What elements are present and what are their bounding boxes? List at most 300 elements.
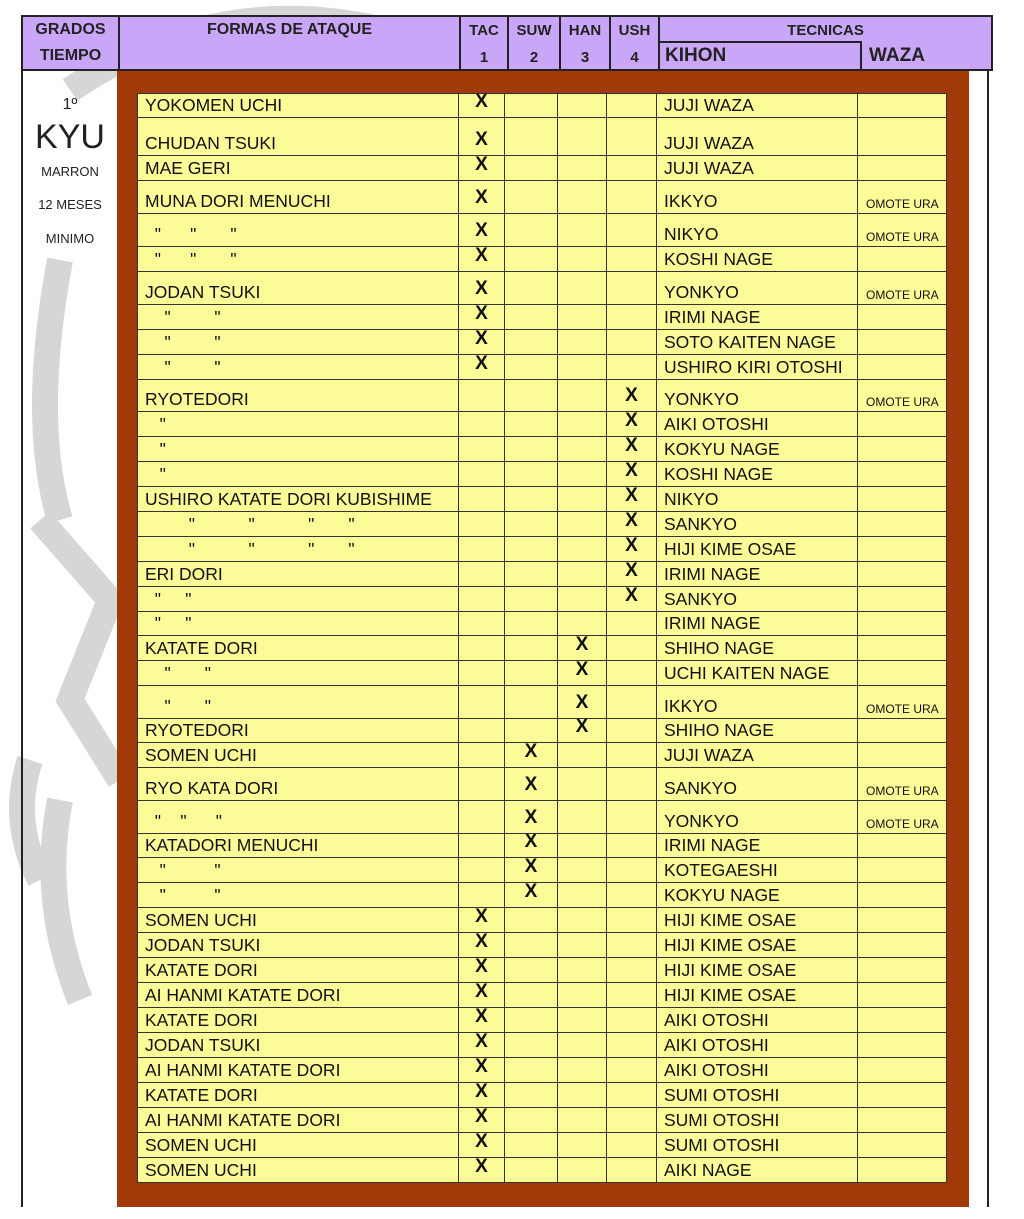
grade-name: KYU (35, 118, 105, 156)
x-mark: X (475, 933, 488, 952)
position-4-cell (607, 94, 657, 117)
position-1-cell (459, 537, 505, 561)
table-row (137, 272, 947, 305)
position-4-cell (607, 801, 657, 833)
attack-cell: JODAN TSUKI (137, 1033, 459, 1057)
position-3-cell (558, 1083, 607, 1107)
kihon-cell: SHIHO NAGE (657, 636, 858, 660)
position-1-cell (459, 437, 505, 461)
waza-cell (858, 858, 947, 882)
waza-cell (858, 437, 947, 461)
x-mark: X (524, 883, 538, 902)
position-4-cell (607, 1083, 657, 1107)
position-2-cell (505, 686, 558, 718)
table-row (137, 330, 947, 355)
waza-cell: OMOTE URA (858, 801, 947, 833)
attack-cell: RYOTEDORI (137, 719, 459, 742)
waza-cell (858, 983, 947, 1007)
position-2-cell (505, 355, 558, 379)
kihon-cell: IRIMI NAGE (657, 834, 858, 857)
position-3-cell (558, 305, 607, 329)
attack-cell: SOMEN UCHI (137, 1158, 459, 1182)
position-3-cell (558, 834, 607, 857)
position-2-cell (505, 156, 558, 180)
x-mark: X (524, 858, 538, 877)
waza-cell (858, 537, 947, 561)
table-row (137, 93, 947, 118)
position-3-cell (558, 118, 607, 155)
position-4-cell (607, 1008, 657, 1032)
position-1-cell (459, 462, 505, 486)
waza-cell (858, 908, 947, 932)
x-mark: X (475, 1008, 488, 1027)
waza-cell (858, 487, 947, 511)
table-row (137, 118, 947, 156)
x-mark: X (575, 636, 589, 655)
kihon-cell: KOKYU NAGE (657, 437, 858, 461)
table-row (137, 156, 947, 181)
position-2-cell (505, 661, 558, 685)
attack-cell: " " (137, 587, 459, 611)
waza-cell (858, 330, 947, 354)
position-2-cell (505, 1008, 558, 1032)
position-1-cell (459, 1008, 505, 1032)
table-row (137, 437, 947, 462)
position-2-cell (505, 768, 558, 800)
position-2-cell (505, 636, 558, 660)
kihon-cell: NIKYO (657, 487, 858, 511)
position-3-cell (558, 181, 607, 213)
waza-cell (858, 834, 947, 857)
kihon-cell: AIKI OTOSHI (657, 1008, 858, 1032)
table-row (137, 801, 947, 834)
position-1-cell (459, 661, 505, 685)
position-3-cell (558, 933, 607, 957)
x-mark: X (475, 305, 488, 324)
table-row (137, 412, 947, 437)
position-4-cell (607, 686, 657, 718)
attack-cell: USHIRO KATATE DORI KUBISHIME (137, 487, 459, 511)
waza-cell: OMOTE URA (858, 272, 947, 304)
position-2-cell (505, 562, 558, 586)
waza-cell: OMOTE URA (858, 181, 947, 213)
kihon-cell: IRIMI NAGE (657, 612, 858, 635)
header-col-1: 1 (479, 48, 489, 66)
x-mark: X (524, 743, 538, 762)
table-row (137, 1108, 947, 1133)
kihon-cell: YONKYO (657, 272, 858, 304)
position-4-cell (607, 908, 657, 932)
position-1-cell (459, 118, 505, 155)
kihon-cell: KOSHI NAGE (657, 247, 858, 271)
attack-cell: " (137, 412, 459, 436)
position-1-cell (459, 983, 505, 1007)
position-1-cell (459, 305, 505, 329)
x-mark: X (625, 412, 638, 431)
position-1-cell (459, 612, 505, 635)
header-col-3: 3 (580, 48, 590, 66)
position-4-cell (607, 247, 657, 271)
position-4-cell (607, 562, 657, 586)
position-4-cell (607, 834, 657, 857)
position-2-cell (505, 1058, 558, 1082)
attack-cell: SOMEN UCHI (137, 1133, 459, 1157)
position-2-cell (505, 512, 558, 536)
table-row (137, 305, 947, 330)
x-mark: X (475, 1158, 488, 1177)
attack-cell: " " (137, 661, 459, 685)
position-1-cell (459, 933, 505, 957)
position-1-cell (459, 1058, 505, 1082)
position-1-cell (459, 636, 505, 660)
header-formas-ataque: FORMAS DE ATAQUE (206, 21, 373, 38)
kihon-cell: USHIRO KIRI OTOSHI (657, 355, 858, 379)
waza-cell (858, 1083, 947, 1107)
position-1-cell (459, 94, 505, 117)
position-4-cell (607, 305, 657, 329)
attack-cell: " (137, 437, 459, 461)
position-3-cell (558, 636, 607, 660)
attack-cell: AI HANMI KATATE DORI (137, 983, 459, 1007)
position-2-cell (505, 118, 558, 155)
position-3-cell (558, 858, 607, 882)
position-1-cell (459, 272, 505, 304)
right-border (987, 67, 989, 1207)
position-4-cell (607, 1158, 657, 1182)
position-1-cell (459, 908, 505, 932)
position-4-cell (607, 487, 657, 511)
kihon-cell: SANKYO (657, 512, 858, 536)
kihon-cell: SOTO KAITEN NAGE (657, 330, 858, 354)
header-tiempo: TIEMPO (39, 47, 102, 64)
table-row (137, 908, 947, 933)
position-2-cell (505, 801, 558, 833)
attack-cell: JODAN TSUKI (137, 272, 459, 304)
waza-cell (858, 462, 947, 486)
table-row (137, 512, 947, 537)
waza-cell (858, 118, 947, 155)
x-mark: X (475, 330, 488, 349)
position-1-cell (459, 1133, 505, 1157)
waza-cell (858, 1133, 947, 1157)
waza-cell (858, 355, 947, 379)
waza-cell (858, 1008, 947, 1032)
position-1-cell (459, 743, 505, 767)
position-2-cell (505, 181, 558, 213)
attack-cell: " " (137, 305, 459, 329)
waza-cell (858, 612, 947, 635)
kihon-cell: JUJI WAZA (657, 156, 858, 180)
waza-cell (858, 1033, 947, 1057)
table-row (137, 686, 947, 719)
position-4-cell (607, 883, 657, 907)
kihon-cell: HIJI KIME OSAE (657, 958, 858, 982)
table-row (137, 562, 947, 587)
kihon-cell: JUJI WAZA (657, 743, 858, 767)
table-row (137, 1033, 947, 1058)
kihon-cell: KOKYU NAGE (657, 883, 858, 907)
position-3-cell (558, 743, 607, 767)
position-1-cell (459, 487, 505, 511)
attack-cell: KATATE DORI (137, 958, 459, 982)
position-3-cell (558, 330, 607, 354)
attack-cell: RYOTEDORI (137, 380, 459, 411)
table-header (21, 15, 993, 71)
x-mark: X (625, 587, 638, 606)
position-4-cell (607, 612, 657, 635)
position-2-cell (505, 330, 558, 354)
position-1-cell (459, 355, 505, 379)
x-mark: X (625, 512, 638, 531)
position-1-cell (459, 883, 505, 907)
kihon-cell: NIKYO (657, 214, 858, 246)
position-3-cell (558, 883, 607, 907)
attack-cell: " " (137, 612, 459, 635)
position-2-cell (505, 214, 558, 246)
attack-cell: KATATE DORI (137, 1083, 459, 1107)
table-row (137, 958, 947, 983)
x-mark: X (524, 807, 538, 828)
position-4-cell (607, 380, 657, 411)
kihon-cell: JUJI WAZA (657, 118, 858, 155)
x-mark: X (475, 129, 488, 150)
position-3-cell (558, 537, 607, 561)
position-1-cell (459, 1033, 505, 1057)
waza-cell (858, 562, 947, 586)
position-2-cell (505, 537, 558, 561)
waza-cell (858, 412, 947, 436)
kihon-cell: AIKI NAGE (657, 1158, 858, 1182)
position-2-cell (505, 462, 558, 486)
x-mark: X (475, 247, 488, 266)
position-3-cell (558, 512, 607, 536)
x-mark: X (475, 187, 488, 208)
x-mark: X (575, 719, 589, 737)
position-3-cell (558, 487, 607, 511)
position-2-cell (505, 1158, 558, 1182)
x-mark: X (625, 487, 638, 506)
waza-cell (858, 933, 947, 957)
header-col-2: 2 (529, 48, 539, 66)
waza-cell (858, 1158, 947, 1182)
table-row (137, 933, 947, 958)
position-1-cell (459, 801, 505, 833)
grade-number: 1º (62, 96, 78, 113)
position-4-cell (607, 214, 657, 246)
table-row (137, 983, 947, 1008)
position-3-cell (558, 1058, 607, 1082)
position-1-cell (459, 1108, 505, 1132)
position-3-cell (558, 1133, 607, 1157)
position-1-cell (459, 562, 505, 586)
position-4-cell (607, 330, 657, 354)
position-4-cell (607, 661, 657, 685)
position-4-cell (607, 1058, 657, 1082)
kihon-cell: AIKI OTOSHI (657, 1033, 858, 1057)
attack-cell: " (137, 462, 459, 486)
position-2-cell (505, 272, 558, 304)
x-mark: X (625, 537, 638, 556)
table-row (137, 834, 947, 858)
position-4-cell (607, 512, 657, 536)
position-1-cell (459, 412, 505, 436)
x-mark: X (475, 908, 488, 927)
position-3-cell (558, 214, 607, 246)
table-row (137, 1083, 947, 1108)
attack-cell: YOKOMEN UCHI (137, 94, 459, 117)
position-4-cell (607, 1108, 657, 1132)
table-row (137, 487, 947, 512)
attack-cell: " " " (137, 247, 459, 271)
position-3-cell (558, 437, 607, 461)
kihon-cell: SUMI OTOSHI (657, 1133, 858, 1157)
position-2-cell (505, 1133, 558, 1157)
waza-cell (858, 305, 947, 329)
attack-cell: MAE GERI (137, 156, 459, 180)
position-2-cell (505, 834, 558, 857)
position-4-cell (607, 412, 657, 436)
attack-cell: " " (137, 858, 459, 882)
position-2-cell (505, 437, 558, 461)
attack-cell: " " (137, 355, 459, 379)
x-mark: X (625, 562, 638, 581)
attack-cell: AI HANMI KATATE DORI (137, 1108, 459, 1132)
position-4-cell (607, 537, 657, 561)
position-2-cell (505, 612, 558, 635)
attack-cell: KATATE DORI (137, 636, 459, 660)
position-2-cell (505, 1108, 558, 1132)
x-mark: X (524, 834, 538, 852)
position-2-cell (505, 883, 558, 907)
position-4-cell (607, 933, 657, 957)
position-1-cell (459, 181, 505, 213)
position-1-cell (459, 686, 505, 718)
position-4-cell (607, 272, 657, 304)
position-4-cell (607, 181, 657, 213)
kihon-cell: IRIMI NAGE (657, 562, 858, 586)
position-1-cell (459, 330, 505, 354)
x-mark: X (475, 1058, 488, 1077)
table-row (137, 380, 947, 412)
attack-cell: AI HANMI KATATE DORI (137, 1058, 459, 1082)
position-1-cell (459, 834, 505, 857)
position-3-cell (558, 94, 607, 117)
waza-cell (858, 1108, 947, 1132)
waza-cell: OMOTE URA (858, 214, 947, 246)
table-row (137, 355, 947, 380)
waza-cell (858, 156, 947, 180)
position-3-cell (558, 1108, 607, 1132)
position-3-cell (558, 1033, 607, 1057)
kihon-cell: HIJI KIME OSAE (657, 983, 858, 1007)
position-3-cell (558, 958, 607, 982)
attack-cell: JODAN TSUKI (137, 933, 459, 957)
position-3-cell (558, 661, 607, 685)
position-2-cell (505, 908, 558, 932)
x-mark: X (625, 437, 638, 456)
position-1-cell (459, 719, 505, 742)
attack-cell: SOMEN UCHI (137, 908, 459, 932)
kihon-cell: AIKI OTOSHI (657, 1058, 858, 1082)
waza-cell (858, 743, 947, 767)
table-row (137, 587, 947, 612)
position-4-cell (607, 743, 657, 767)
position-3-cell (558, 355, 607, 379)
waza-cell (858, 94, 947, 117)
kihon-cell: SUMI OTOSHI (657, 1083, 858, 1107)
x-mark: X (475, 94, 488, 112)
x-mark: X (625, 385, 638, 406)
position-3-cell (558, 801, 607, 833)
position-3-cell (558, 612, 607, 635)
waza-cell (858, 883, 947, 907)
table-row (137, 719, 947, 743)
kihon-cell: UCHI KAITEN NAGE (657, 661, 858, 685)
header-col-han: HAN (568, 21, 602, 39)
table-row (137, 1008, 947, 1033)
x-mark: X (475, 278, 488, 299)
position-3-cell (558, 156, 607, 180)
attack-cell: CHUDAN TSUKI (137, 118, 459, 155)
position-4-cell (607, 462, 657, 486)
table-row (137, 1133, 947, 1158)
position-3-cell (558, 272, 607, 304)
x-mark: X (475, 1133, 488, 1152)
position-2-cell (505, 247, 558, 271)
table-row (137, 883, 947, 908)
position-3-cell (558, 719, 607, 742)
x-mark: X (575, 692, 589, 713)
position-3-cell (558, 1158, 607, 1182)
position-2-cell (505, 1083, 558, 1107)
table-row (137, 661, 947, 686)
header-waza: WAZA (869, 45, 925, 66)
waza-cell: OMOTE URA (858, 686, 947, 718)
attack-cell: " " " (137, 214, 459, 246)
kihon-cell: SANKYO (657, 768, 858, 800)
table-row (137, 612, 947, 636)
position-1-cell (459, 156, 505, 180)
header-tecnicas: TECNICAS (787, 21, 864, 39)
position-1-cell (459, 1158, 505, 1182)
position-4-cell (607, 858, 657, 882)
x-mark: X (625, 462, 638, 481)
kihon-cell: AIKI OTOSHI (657, 412, 858, 436)
position-2-cell (505, 487, 558, 511)
waza-cell (858, 661, 947, 685)
position-3-cell (558, 1008, 607, 1032)
table-row (137, 1058, 947, 1083)
position-4-cell (607, 719, 657, 742)
waza-cell (858, 512, 947, 536)
waza-cell (858, 1058, 947, 1082)
kihon-cell: HIJI KIME OSAE (657, 537, 858, 561)
table-row (137, 537, 947, 562)
attack-cell: " " " " (137, 512, 459, 536)
position-1-cell (459, 858, 505, 882)
header-col-tac: TAC (469, 21, 499, 39)
waza-cell: OMOTE URA (858, 380, 947, 411)
position-4-cell (607, 587, 657, 611)
table-row (137, 214, 947, 247)
attack-cell: MUNA DORI MENUCHI (137, 181, 459, 213)
kihon-cell: KOTEGAESHI (657, 858, 858, 882)
table-row (137, 743, 947, 768)
kihon-cell: HIJI KIME OSAE (657, 908, 858, 932)
position-1-cell (459, 247, 505, 271)
x-mark: X (475, 1083, 488, 1102)
position-3-cell (558, 686, 607, 718)
